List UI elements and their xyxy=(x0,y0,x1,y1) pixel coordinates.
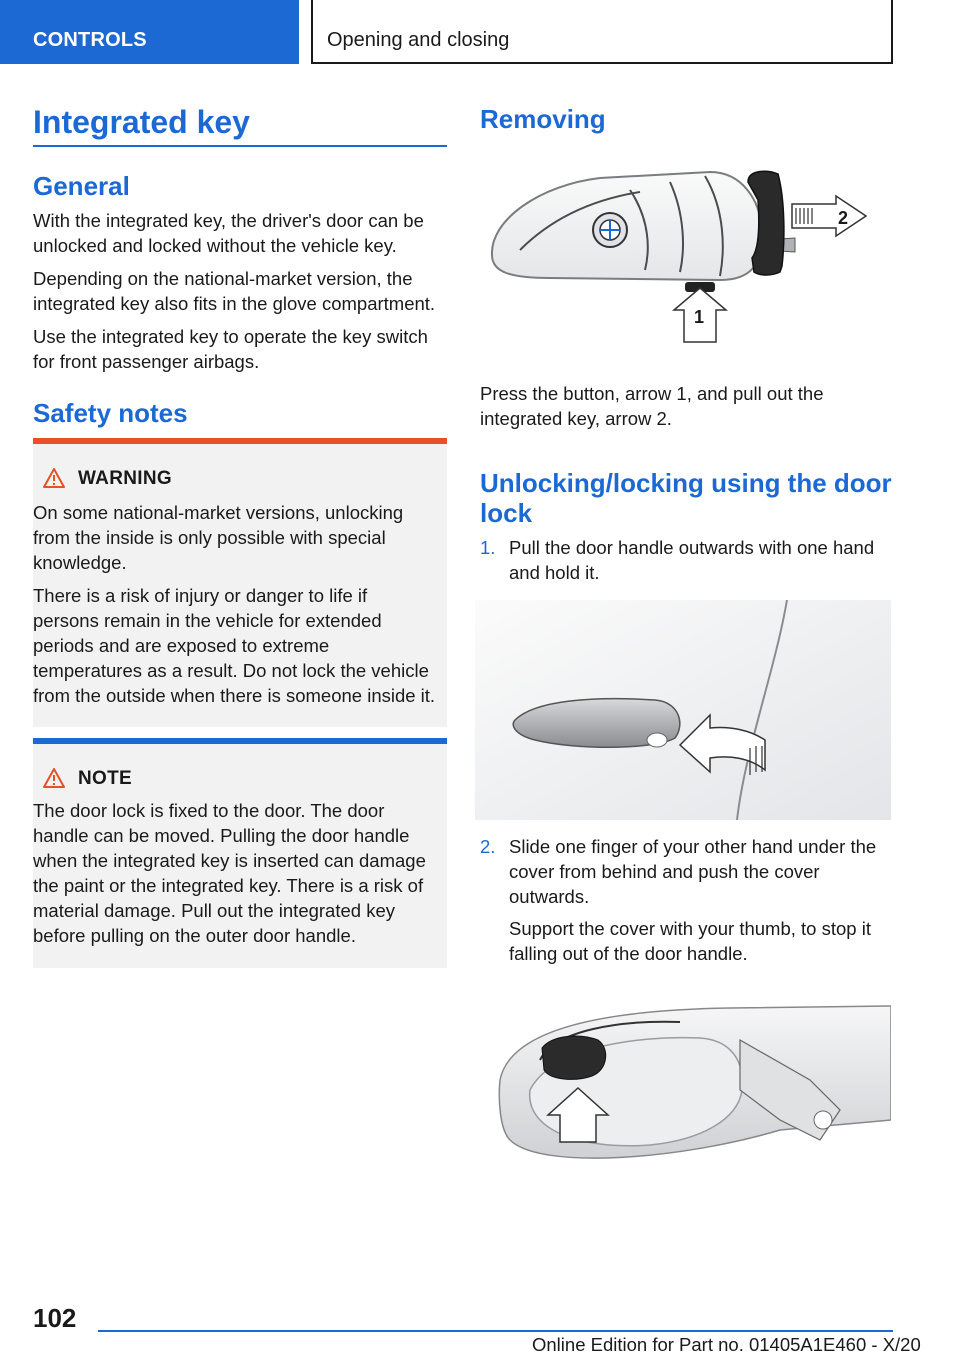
safety-notes-heading: Safety notes xyxy=(33,398,188,428)
footer-rule xyxy=(98,1330,893,1332)
step-2-text: Slide one finger of your other hand under the cover from behind and push the cover outwards. xyxy=(509,836,877,907)
step-2-number: 2. xyxy=(480,836,496,857)
general-heading: General xyxy=(33,171,130,201)
arrow-1-label: 1 xyxy=(694,307,705,327)
step-1-number: 1. xyxy=(480,537,496,558)
warning-triangle-icon xyxy=(43,468,65,488)
chapter-title: Opening and closing xyxy=(327,29,510,51)
warning-box xyxy=(33,438,447,727)
note-box xyxy=(33,738,447,968)
section-tab xyxy=(0,0,299,64)
section-label: CONTROLS xyxy=(33,29,147,51)
arrow-2-icon xyxy=(792,196,866,236)
door-handle-illustration xyxy=(475,600,891,820)
caution-triangle-icon xyxy=(43,768,65,788)
footer-edition: Online Edition for Part no. 01405A1E460 - X/20 xyxy=(532,1334,921,1355)
note-bar xyxy=(33,738,447,744)
page-title: Integrated key xyxy=(33,104,250,140)
warning-paragraph-2: There is a risk of injury or danger to life if persons remain in the vehicle for extended periods and are exposed to extreme temperatures as a result. Do not lock the vehicle from the outside when there is someone inside it. xyxy=(33,585,436,706)
removing-heading: Removing xyxy=(480,104,606,134)
handle-cover-illustration xyxy=(480,1000,891,1170)
warning-paragraph-1: On some national-market versions, unlocking from the inside is only possible with special knowledge. xyxy=(33,502,404,573)
title-underline xyxy=(33,145,447,147)
warning-label: WARNING xyxy=(78,468,172,489)
step-1-text: Pull the door handle outwards with one hand and hold it. xyxy=(509,537,875,583)
general-paragraph-3: Use the integrated key to operate the key switch for front passenger airbags. xyxy=(33,326,428,372)
step-2-support-text: Support the cover with your thumb, to stop it falling out of the door handle. xyxy=(509,918,871,964)
removing-paragraph: Press the button, arrow 1, and pull out the integrated key, arrow 2. xyxy=(480,383,824,429)
note-paragraph: The door lock is fixed to the door. The door handle can be moved. Pulling the door handle when the integrated key is inserted can damage the paint or the integrated key. There is a risk of material damage. Pull out the integrated key before pulling on the outer door handle. xyxy=(33,800,426,946)
warning-bar xyxy=(33,438,447,444)
general-paragraph-1: With the integrated key, the driver's door can be unlocked and locked without the vehicle key. xyxy=(33,210,424,256)
general-paragraph-2: Depending on the national-market version, the integrated key also fits in the glove compartment. xyxy=(33,268,436,314)
page-number: 102 xyxy=(33,1303,77,1333)
chapter-title-box xyxy=(311,0,893,64)
unlocking-heading: Unlocking/locking using the door lock xyxy=(480,468,892,528)
arrow-2-label: 2 xyxy=(838,208,849,228)
key-fob-illustration xyxy=(480,160,891,360)
note-label: NOTE xyxy=(78,768,132,789)
